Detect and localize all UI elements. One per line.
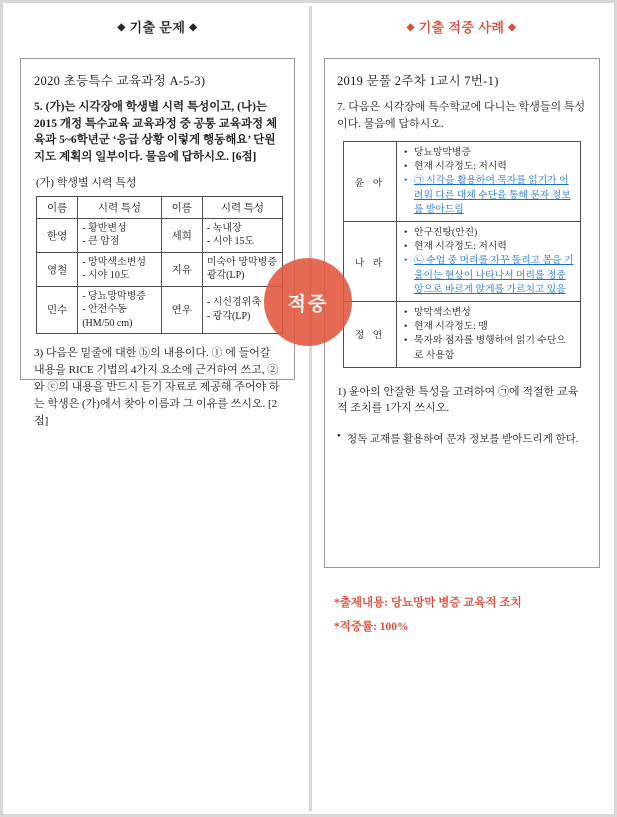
cell-feature: - 망막색소변성 - 시야 10도 <box>78 252 161 286</box>
cell-student-name: 정 연 <box>344 302 397 368</box>
right-column-header <box>312 6 611 36</box>
list-item: • 현재 시각정도: 저시력 <box>412 240 575 254</box>
cell-student-features <box>397 222 581 302</box>
left-card-title: 2020 초등특수 교육과정 A-5-3) <box>34 74 206 88</box>
list-item: • 안구진탕(안진) <box>412 226 575 240</box>
feature-list <box>402 306 575 363</box>
footnote-topic: *출제내용: 당뇨망막 병증 교육적 조치 <box>334 597 522 609</box>
table-header-row <box>37 196 283 218</box>
list-item: • 망막색소변성 <box>412 306 575 320</box>
diamond-left-icon: ◆ <box>117 22 126 33</box>
left-column <box>6 6 309 811</box>
diamond-left-icon: ◆ <box>406 22 415 33</box>
right-sub-text: 윤아의 안잘한 특성을 고려하여 ㉠에 적절한 교육적 조치를 1가지 쓰시오. <box>337 385 579 415</box>
right-question-card <box>324 58 600 568</box>
cell-feature: - 시신경위축 - 광각(LP) <box>202 286 282 334</box>
cell-feature: - 황반변성 - 큰 암점 <box>78 218 161 252</box>
list-item: • 현재 시각정도: 맹 <box>412 320 575 334</box>
right-header-label: 기출 적중 사례 <box>418 20 505 35</box>
col-header-feature-2: 시력 특성 <box>202 196 282 218</box>
cell-student-name: 나 라 <box>344 222 397 302</box>
right-answer-text: • 청독 교재를 활용하여 문자 정보를 받아드리게 한다. <box>337 431 587 446</box>
cell-feature: 미숙아 망막병증 광각(LP) <box>202 252 282 286</box>
left-header-label: 기출 문제 <box>129 20 186 35</box>
right-question-head <box>337 99 587 132</box>
feature-list <box>402 226 575 297</box>
left-sub-label: (가) 학생별 시력 특성 <box>36 176 137 189</box>
cell-name: 연우 <box>161 286 202 334</box>
left-footer-text: 다음은 밑줄에 대한 ⓑ의 내용이다. ① 에 들어갈 내용을 RICE 기법의 4가지 요소에 근거하여 쓰고, ② 와 ⓒ의 내용을 반드시 듣기 자료로 제공해 주어야 하는 학생은 (가)에서 찾아 이름과 그 이유를 쓰시오. [2점] <box>34 347 280 428</box>
col-header-feature-1: 시력 특성 <box>78 196 161 218</box>
table-row <box>344 142 581 222</box>
list-item: • 현재 시각정도: 저시력 <box>412 160 575 174</box>
left-question-head <box>34 99 281 166</box>
cell-student-features <box>397 302 581 368</box>
right-sub-number: 1) <box>337 385 347 398</box>
left-question-number: 5. <box>34 101 43 113</box>
right-sub-question <box>337 384 587 417</box>
table-row <box>344 222 581 302</box>
diamond-right-icon: ◆ <box>508 22 517 33</box>
cell-student-name: 윤 아 <box>344 142 397 222</box>
cell-feature: - 당뇨망막병증 - 안전수동(HM/50 cm) <box>78 286 161 334</box>
diamond-right-icon: ◆ <box>189 22 198 33</box>
table-row <box>344 302 581 368</box>
list-item: • 당뇨망막병증 <box>412 146 575 160</box>
feature-list <box>402 146 575 217</box>
left-column-header <box>6 6 309 36</box>
cell-name: 민수 <box>37 286 78 334</box>
cell-name: 지유 <box>161 252 202 286</box>
table-row <box>37 218 283 252</box>
highlighted-text: ㉠ 시각을 활용하여 묵자를 읽기가 어려워 다른 대체 수단을 통해 문자 정보를 받아드림 <box>414 175 571 215</box>
left-question-footer <box>34 345 281 430</box>
left-question-card <box>20 58 295 428</box>
cell-name: 영철 <box>37 252 78 286</box>
hit-stamp: 적중 <box>264 258 352 346</box>
right-column <box>312 6 611 811</box>
col-header-name-1: 이름 <box>37 196 78 218</box>
list-item: • 묵자와 점자를 병행하여 읽기 수단으로 사용함 <box>412 334 575 362</box>
list-item-highlighted <box>412 174 575 217</box>
col-header-name-2: 이름 <box>161 196 202 218</box>
right-question-number: 7. <box>337 101 346 113</box>
student-characteristics-table <box>343 141 581 368</box>
table-row <box>37 252 283 286</box>
left-question-text: (가)는 시각장애 학생별 시력 특성이고, (나)는 2015 개정 특수교육 교육과정 중 공통 교육과정 체육과 5~6학년군 ‘응급 상황 이렇게 행동해요’ 단원 지도 계획의 일부이다. 물음에 답하시오. [6점] <box>34 101 278 164</box>
list-item-highlighted <box>412 254 575 297</box>
cell-name: 세희 <box>161 218 202 252</box>
cell-name: 한영 <box>37 218 78 252</box>
cell-student-features <box>397 142 581 222</box>
table-row <box>37 286 283 334</box>
cell-feature: - 녹내장 - 시야 15도 <box>202 218 282 252</box>
footnote-hit-rate: *적중률: 100% <box>334 621 409 634</box>
right-question-text: 다음은 시각장애 특수학교에 다니는 학생들의 특성이다. 물음에 답하시오. <box>337 101 586 130</box>
highlighted-text: ㉡ 수업 중 머리를 자꾸 돌리고 몸을 기울이는 현상이 나타나서 머리를 정중앙으로 바르게 앉게를 가르치고 있음 <box>414 255 574 295</box>
footnotes <box>334 591 522 639</box>
right-card-title: 2019 문풀 2주차 1교시 7번-1) <box>337 74 499 88</box>
vision-characteristics-table <box>36 196 283 335</box>
left-footer-number: 3) <box>34 347 44 360</box>
